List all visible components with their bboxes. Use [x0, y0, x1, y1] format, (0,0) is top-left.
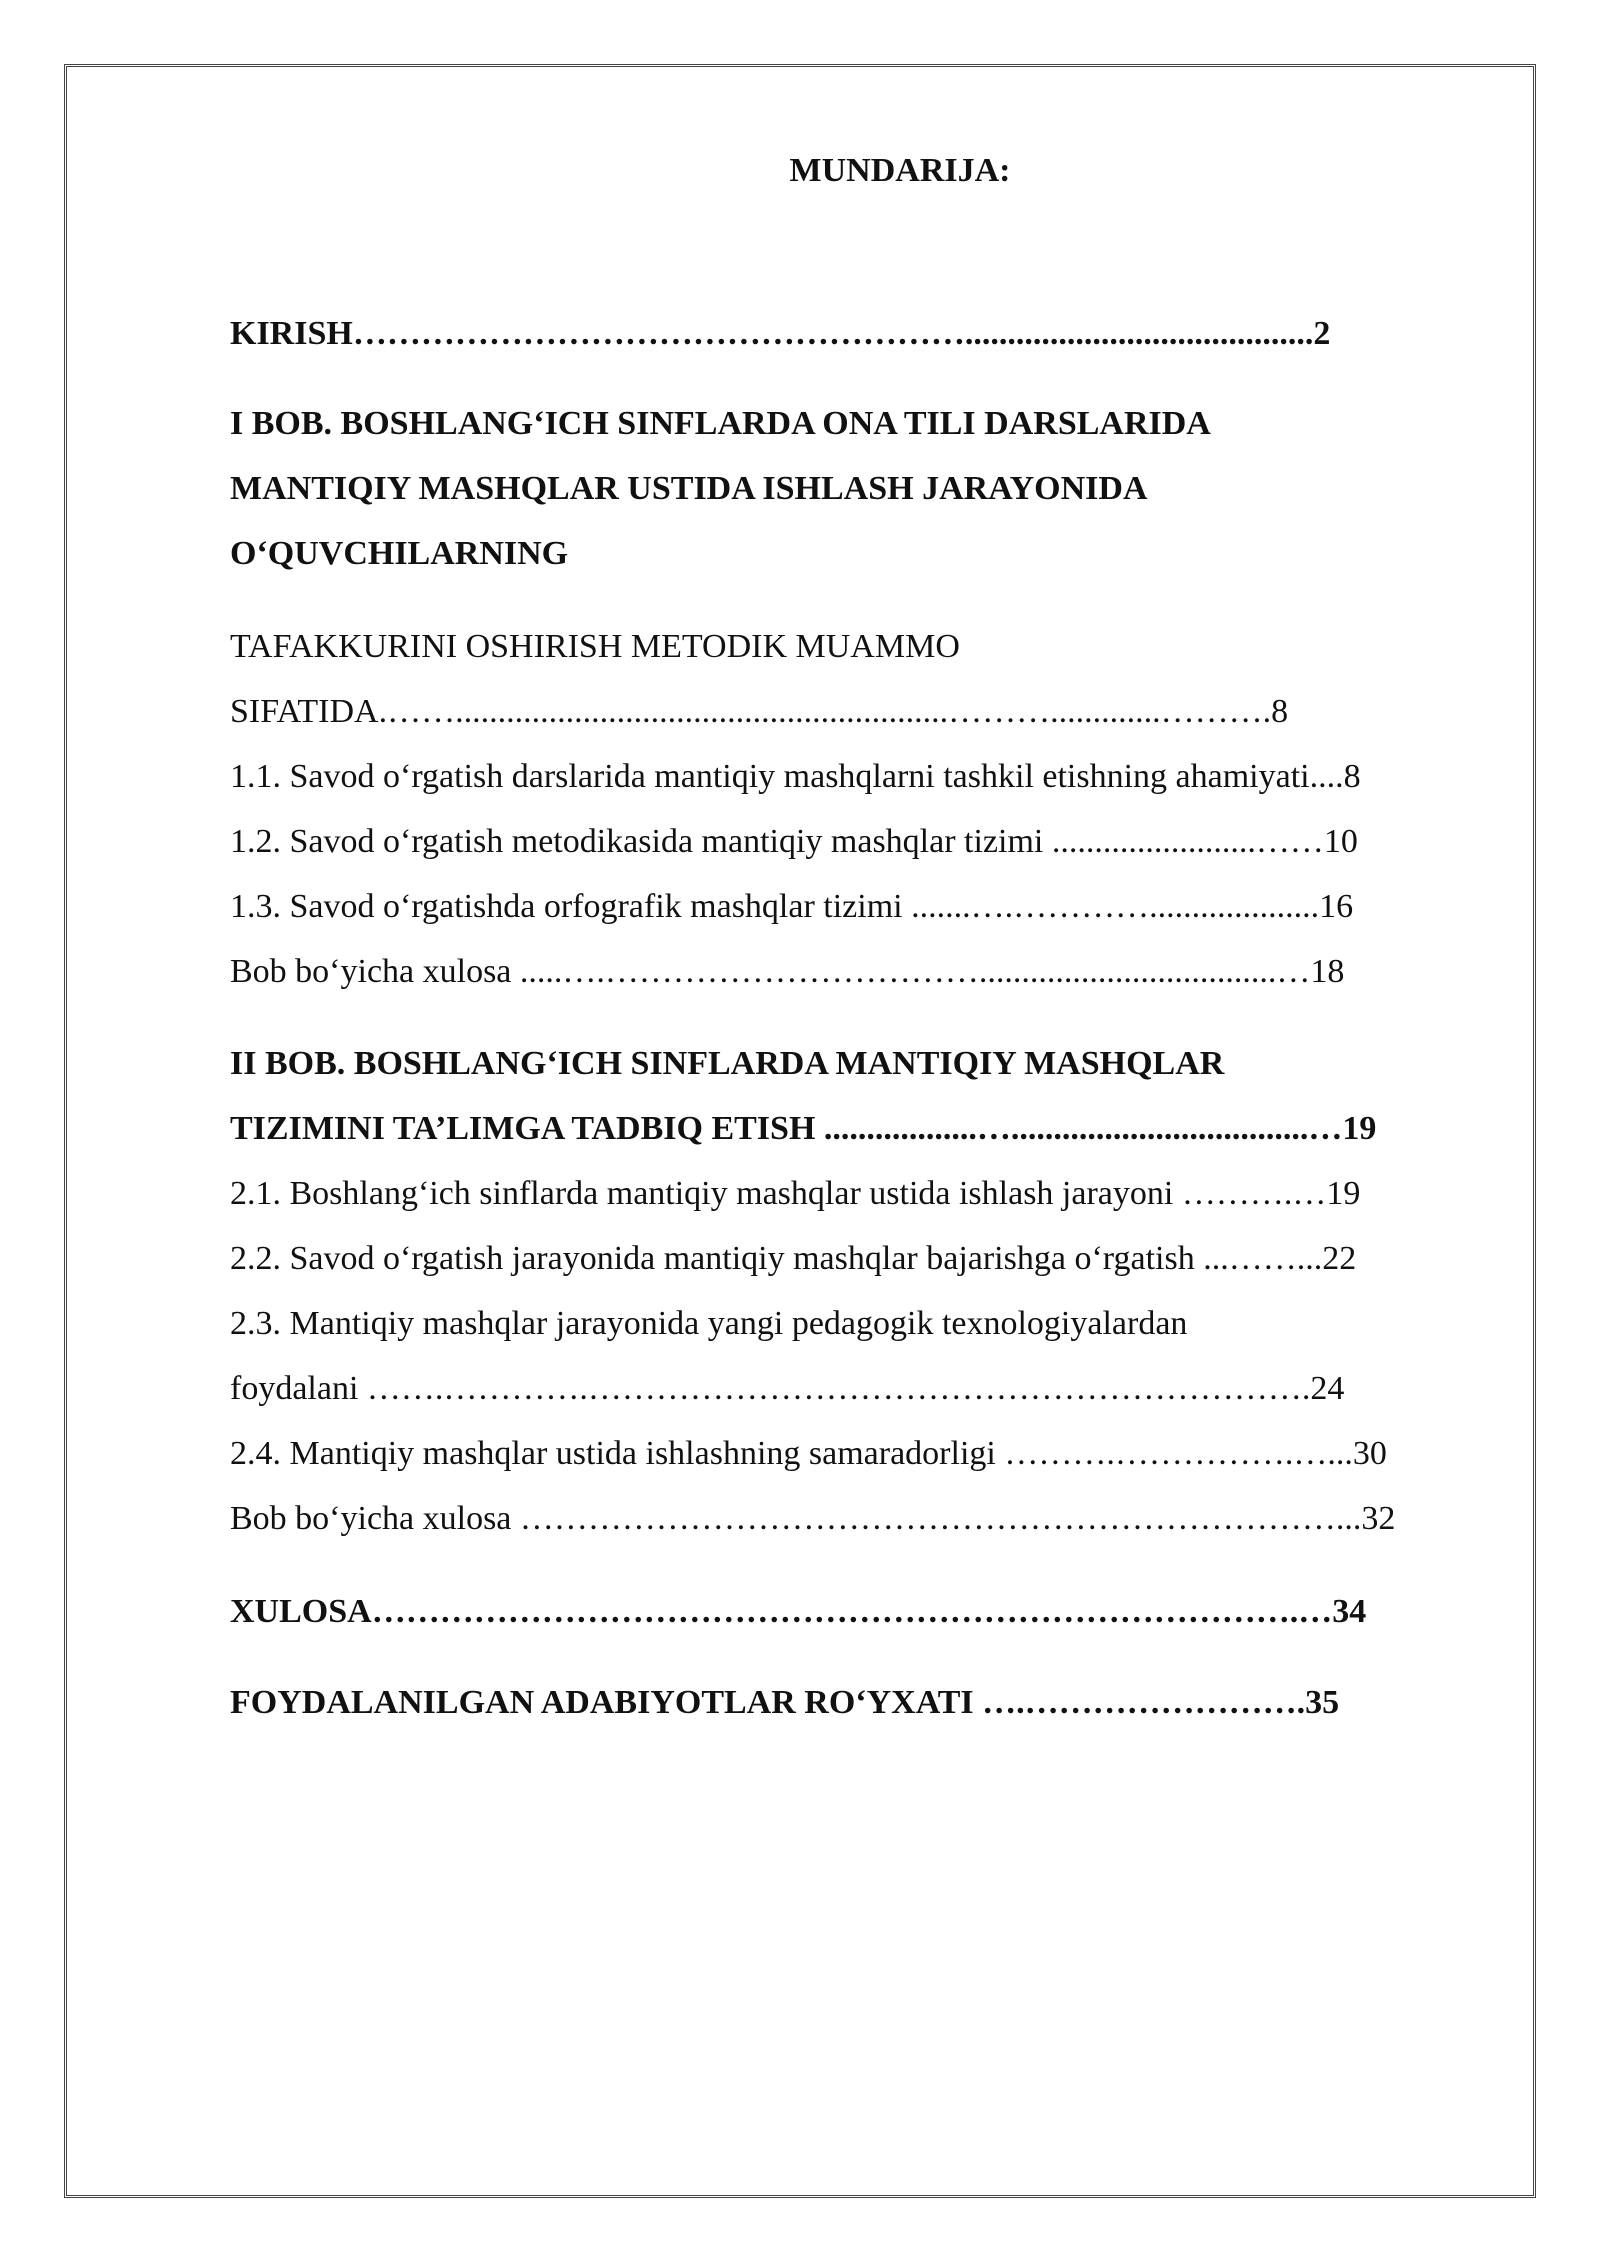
toc-chapter-1-line-4: TAFAKKURINI OSHIRISH METODIK MUAMMO [230, 628, 960, 665]
toc-entry-2-3-line-1: 2.3. Mantiqiy mashqlar jarayonida yangi pedagogik texnologiyalardan [230, 1305, 1188, 1342]
toc-entry-1-3: 1.3. Savod o‘rgatishda orfografik mashqlar tizimi .......….…………....................16 [230, 888, 1354, 925]
toc-chapter-1-line-5: SIFATIDA.……..........................................................……….............……….8 [230, 693, 1289, 730]
toc-entry-2-2: 2.2. Savod o‘rgatish jarayonida mantiqiy mashqlar bajarishga o‘rgatish ...……...22 [230, 1240, 1357, 1277]
toc-chapter-2-line-2: TIZIMINI TA’LIMGA TADBIQ ETISH ..................…...................................…19 [230, 1110, 1377, 1147]
toc-entry-chapter-2-conclusion: Bob bo‘yicha xulosa ………………………………………………………………...32 [230, 1500, 1396, 1537]
toc-chapter-1-line-1: I BOB. BOSHLANG‘ICH SINFLARDA ONA TILI DARSLARIDA [230, 405, 1211, 442]
toc-chapter-1-line-3: O‘QUVCHILARNING [230, 535, 569, 572]
toc-chapter-1-line-2: MANTIQIY MASHQLAR USTIDA ISHLASH JARAYONIDA [230, 470, 1148, 507]
toc-entry-chapter-1-conclusion: Bob bo‘yicha xulosa .....….……………………………...................................…18 [230, 953, 1345, 990]
toc-entry-references: FOYDALANILGAN ADABIYOTLAR RO‘YXATI ….…………………….35 [230, 1684, 1340, 1721]
toc-entry-2-1: 2.1. Boshlang‘ich sinflarda mantiqiy mashqlar ustida ishlash jarayoni ……….…19 [230, 1175, 1361, 1212]
document-title: MUNDARIJA: [789, 152, 1011, 189]
toc-entry-1-2: 1.2. Savod o‘rgatish metodikasida mantiqiy mashqlar tizimi ........................……10 [230, 823, 1358, 860]
toc-entry-2-4: 2.4. Mantiqiy mashqlar ustida ishlashning samaradorligi ……….…………….…...30 [230, 1435, 1387, 1472]
toc-entry-2-3-line-2: foydalani …….………….……………………………………………………….24 [230, 1370, 1345, 1407]
toc-entry-1-1: 1.1. Savod o‘rgatish darslarida mantiqiy mashqlarni tashkil etishning ahamiyati....8 [230, 758, 1361, 795]
toc-entry-kirish: KIRISH……………………………………………….........................................2 [230, 315, 1331, 352]
toc-entry-xulosa: XULOSA……………………………………………………………………….…34 [230, 1593, 1367, 1630]
toc-chapter-2-line-1: II BOB. BOSHLANG‘ICH SINFLARDA MANTIQIY MASHQLAR [230, 1045, 1225, 1082]
